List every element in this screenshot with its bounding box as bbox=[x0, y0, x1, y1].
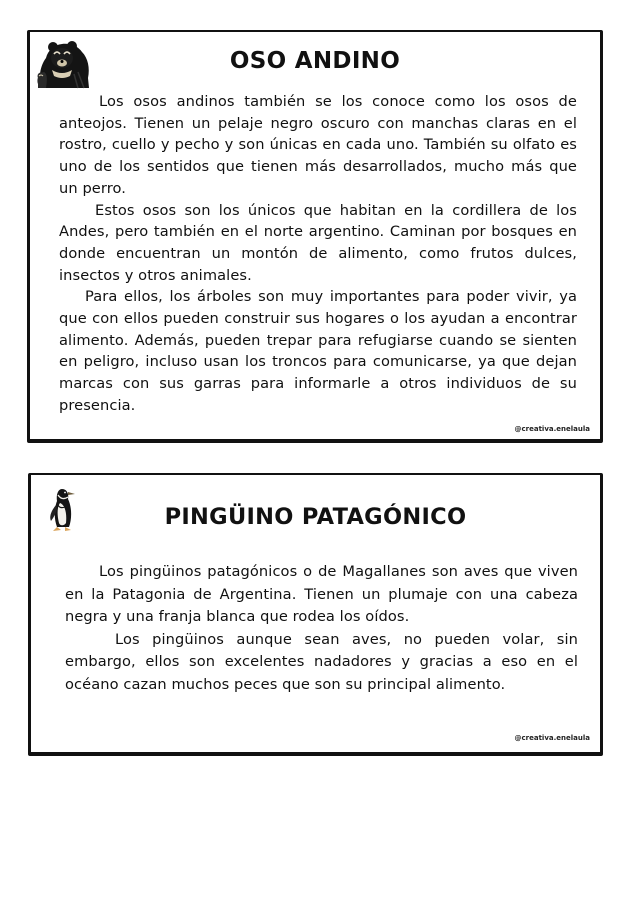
card-title: OSO ANDINO bbox=[229, 48, 401, 74]
card-body bbox=[59, 91, 577, 417]
card-body bbox=[65, 561, 578, 696]
paragraph: Los osos andinos también se los conoce como los osos de anteojos. Tienen un pelaje negro oscuro con manchas claras en el rostro, cuello y pecho y son únicas en cada uno. También su olfato es uno de los sentidos que tienen más desarrollados, mucho más que un perro. bbox=[59, 93, 577, 197]
paragraph: Los pingüinos aunque sean aves, no pueden volar, sin embargo, ellos son excelentes nadadores y gracias a eso en el océano cazan muchos peces que son su principal alimento. bbox=[65, 630, 578, 693]
paragraph: Para ellos, los árboles son muy importantes para poder vivir, ya que con ellos pueden construir sus hogares o los ayudan a encontrar alimento. Además, pueden trepar para refugiarse cuando se sienten en peligro, incluso usan los troncos para comunicarse, ya que dejan marcas con sus garras para informarle a otros individuos de su presencia. bbox=[59, 288, 577, 414]
oso-andino-card bbox=[27, 30, 603, 443]
card-title: PINGÜINO PATAGÓNICO bbox=[164, 504, 467, 530]
paragraph: Los pingüinos patagónicos o de Magallanes son aves que viven en la Patagonia de Argentina. Tienen un plumaje con una cabeza negra y una franja blanca que rodea los oídos. bbox=[65, 563, 578, 625]
credit-watermark: @creativa.enelaula bbox=[514, 425, 590, 433]
credit-watermark: @creativa.enelaula bbox=[514, 734, 590, 742]
paragraph: Estos osos son los únicos que habitan en la cordillera de los Andes, pero también en el norte argentino. Caminan por bosques en donde encuentran un montón de alimento, como frutos dulces, insectos y otros animales. bbox=[59, 201, 577, 284]
pinguino-patagonico-card bbox=[28, 473, 603, 756]
